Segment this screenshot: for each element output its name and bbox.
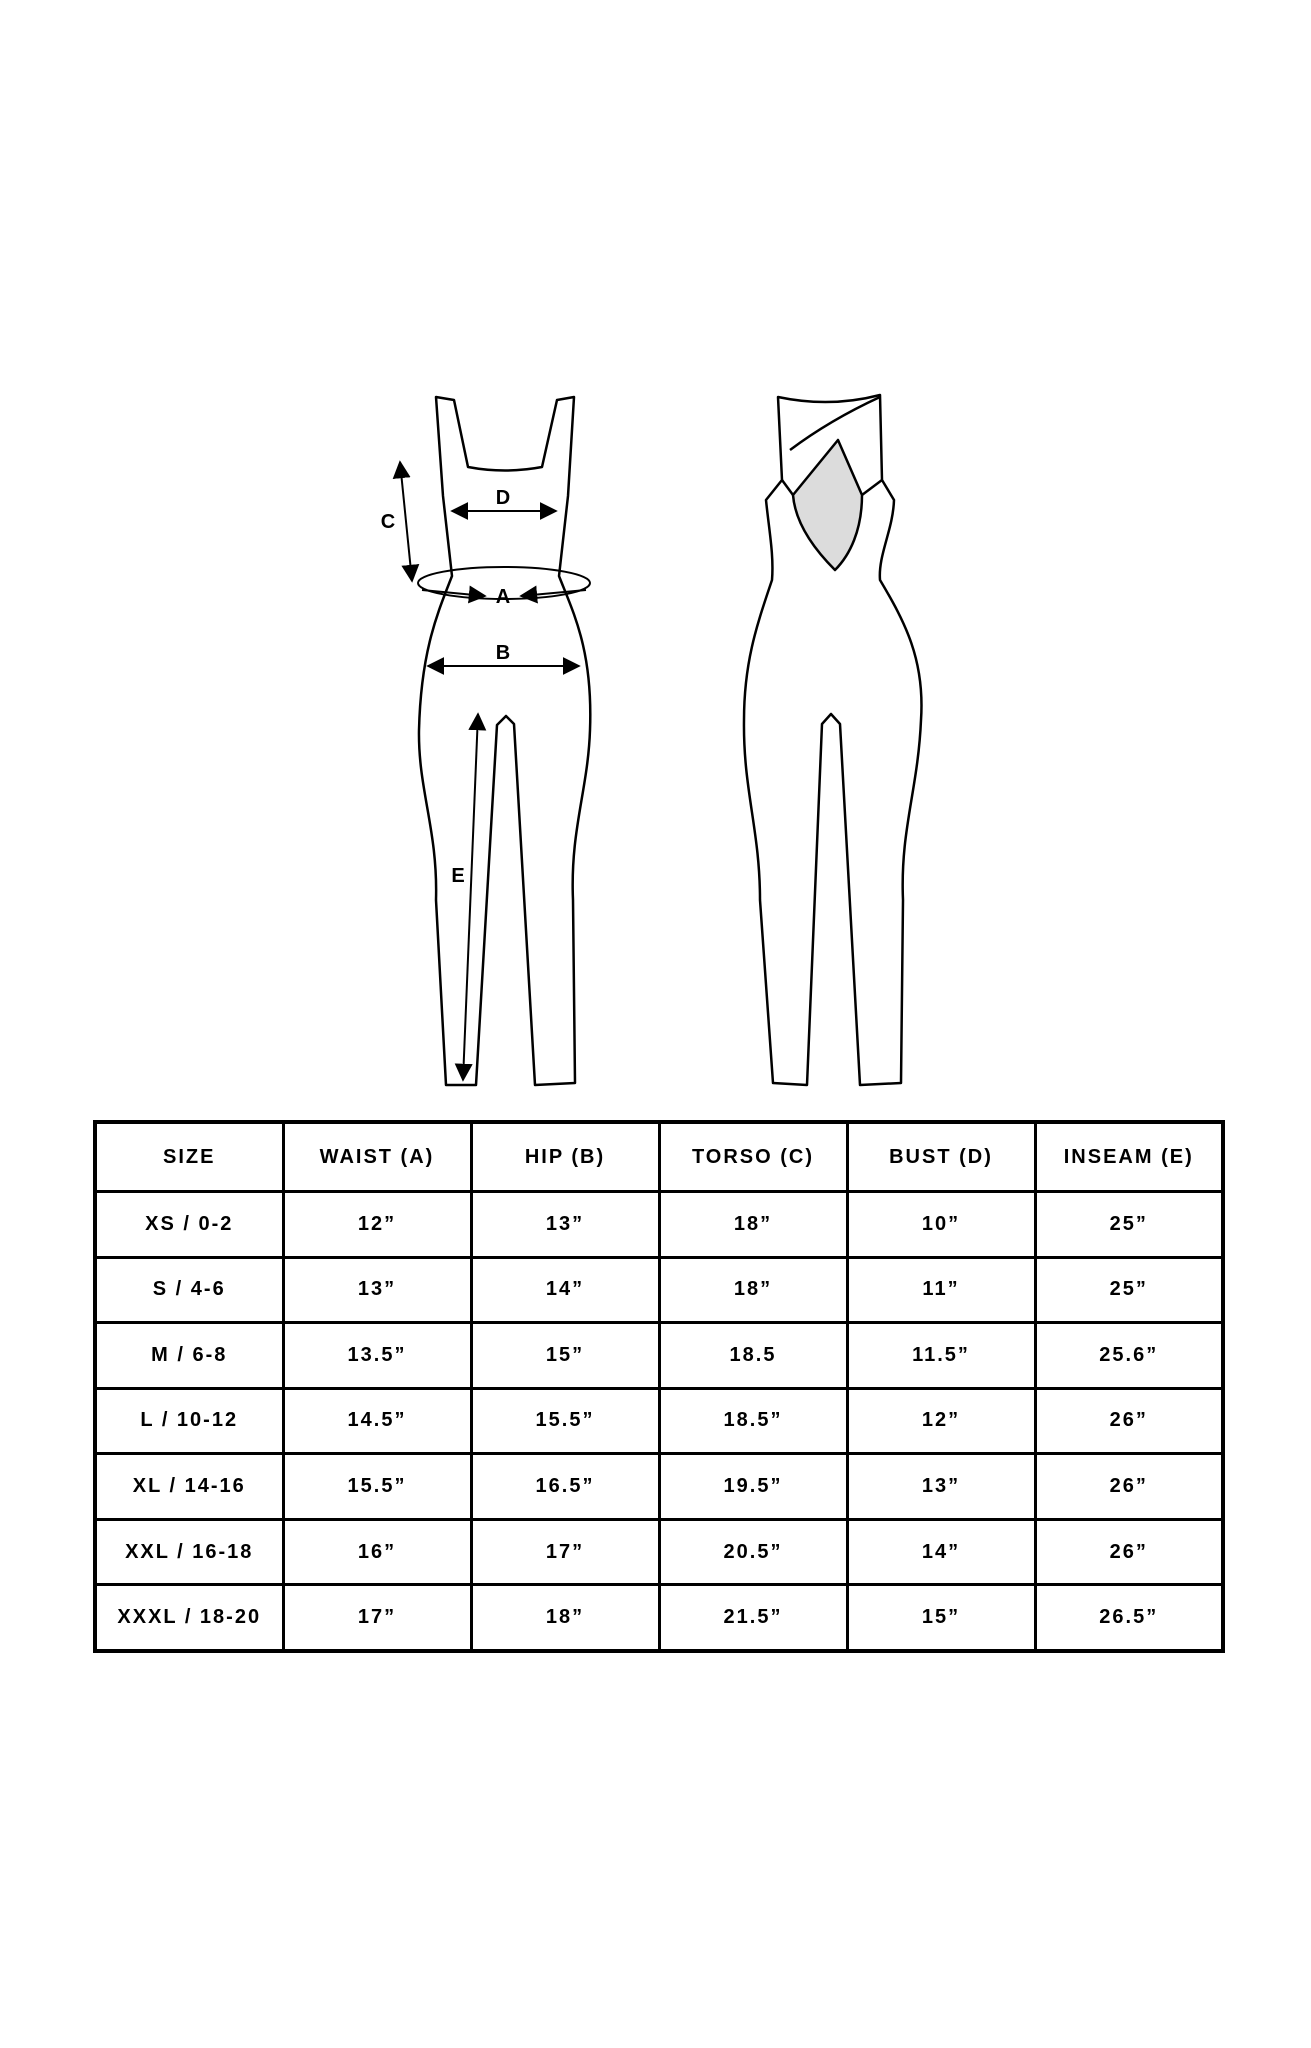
cell-waist: 13” <box>283 1257 471 1323</box>
cell-size: XS / 0-2 <box>95 1192 283 1258</box>
cell-waist: 12” <box>283 1192 471 1258</box>
table-row <box>95 1323 1223 1389</box>
cell-waist: 16” <box>283 1519 471 1585</box>
cell-inseam: 26.5” <box>1035 1585 1223 1651</box>
label-c: C <box>380 511 396 533</box>
header-inseam: INSEAM (E) <box>1035 1122 1223 1192</box>
label-b: B <box>495 642 511 664</box>
cell-inseam: 25.6” <box>1035 1323 1223 1389</box>
cell-hip: 15” <box>471 1323 659 1389</box>
table-row <box>95 1585 1223 1651</box>
cell-waist: 13.5” <box>283 1323 471 1389</box>
cell-bust: 10” <box>847 1192 1035 1258</box>
cell-torso: 20.5” <box>659 1519 847 1585</box>
cell-hip: 15.5” <box>471 1388 659 1454</box>
table-header-row <box>95 1122 1223 1192</box>
table-row <box>95 1388 1223 1454</box>
label-d: D <box>495 487 511 509</box>
cell-size: M / 6-8 <box>95 1323 283 1389</box>
cell-torso: 18.5” <box>659 1388 847 1454</box>
cell-waist: 14.5” <box>283 1388 471 1454</box>
cell-size: XXL / 16-18 <box>95 1519 283 1585</box>
cell-torso: 19.5” <box>659 1454 847 1520</box>
size-chart-table <box>93 1120 1225 1653</box>
cell-torso: 21.5” <box>659 1585 847 1651</box>
cell-size: S / 4-6 <box>95 1257 283 1323</box>
cell-bust: 13” <box>847 1454 1035 1520</box>
table-row <box>95 1454 1223 1520</box>
cell-hip: 16.5” <box>471 1454 659 1520</box>
cell-waist: 15.5” <box>283 1454 471 1520</box>
cell-hip: 13” <box>471 1192 659 1258</box>
cell-bust: 14” <box>847 1519 1035 1585</box>
cell-size: XL / 14-16 <box>95 1454 283 1520</box>
cell-torso: 18” <box>659 1257 847 1323</box>
back-view <box>744 395 922 1085</box>
cell-waist: 17” <box>283 1585 471 1651</box>
cell-inseam: 26” <box>1035 1454 1223 1520</box>
header-waist: WAIST (A) <box>283 1122 471 1192</box>
cell-hip: 14” <box>471 1257 659 1323</box>
cell-inseam: 25” <box>1035 1192 1223 1258</box>
cell-inseam: 25” <box>1035 1257 1223 1323</box>
cell-size: L / 10-12 <box>95 1388 283 1454</box>
label-a: A <box>495 586 511 608</box>
table-row <box>95 1257 1223 1323</box>
cell-bust: 15” <box>847 1585 1035 1651</box>
cell-bust: 12” <box>847 1388 1035 1454</box>
cell-size: XXXL / 18-20 <box>95 1585 283 1651</box>
table-row <box>95 1192 1223 1258</box>
header-torso: TORSO (C) <box>659 1122 847 1192</box>
header-bust: BUST (D) <box>847 1122 1035 1192</box>
cell-inseam: 26” <box>1035 1519 1223 1585</box>
label-e: E <box>451 865 465 887</box>
cell-bust: 11.5” <box>847 1323 1035 1389</box>
cell-hip: 18” <box>471 1585 659 1651</box>
cell-bust: 11” <box>847 1257 1035 1323</box>
cell-inseam: 26” <box>1035 1388 1223 1454</box>
header-hip: HIP (B) <box>471 1122 659 1192</box>
header-size: SIZE <box>95 1122 283 1192</box>
torso-arrow <box>400 462 412 581</box>
cell-hip: 17” <box>471 1519 659 1585</box>
cell-torso: 18” <box>659 1192 847 1258</box>
table-row <box>95 1519 1223 1585</box>
cell-torso: 18.5 <box>659 1323 847 1389</box>
